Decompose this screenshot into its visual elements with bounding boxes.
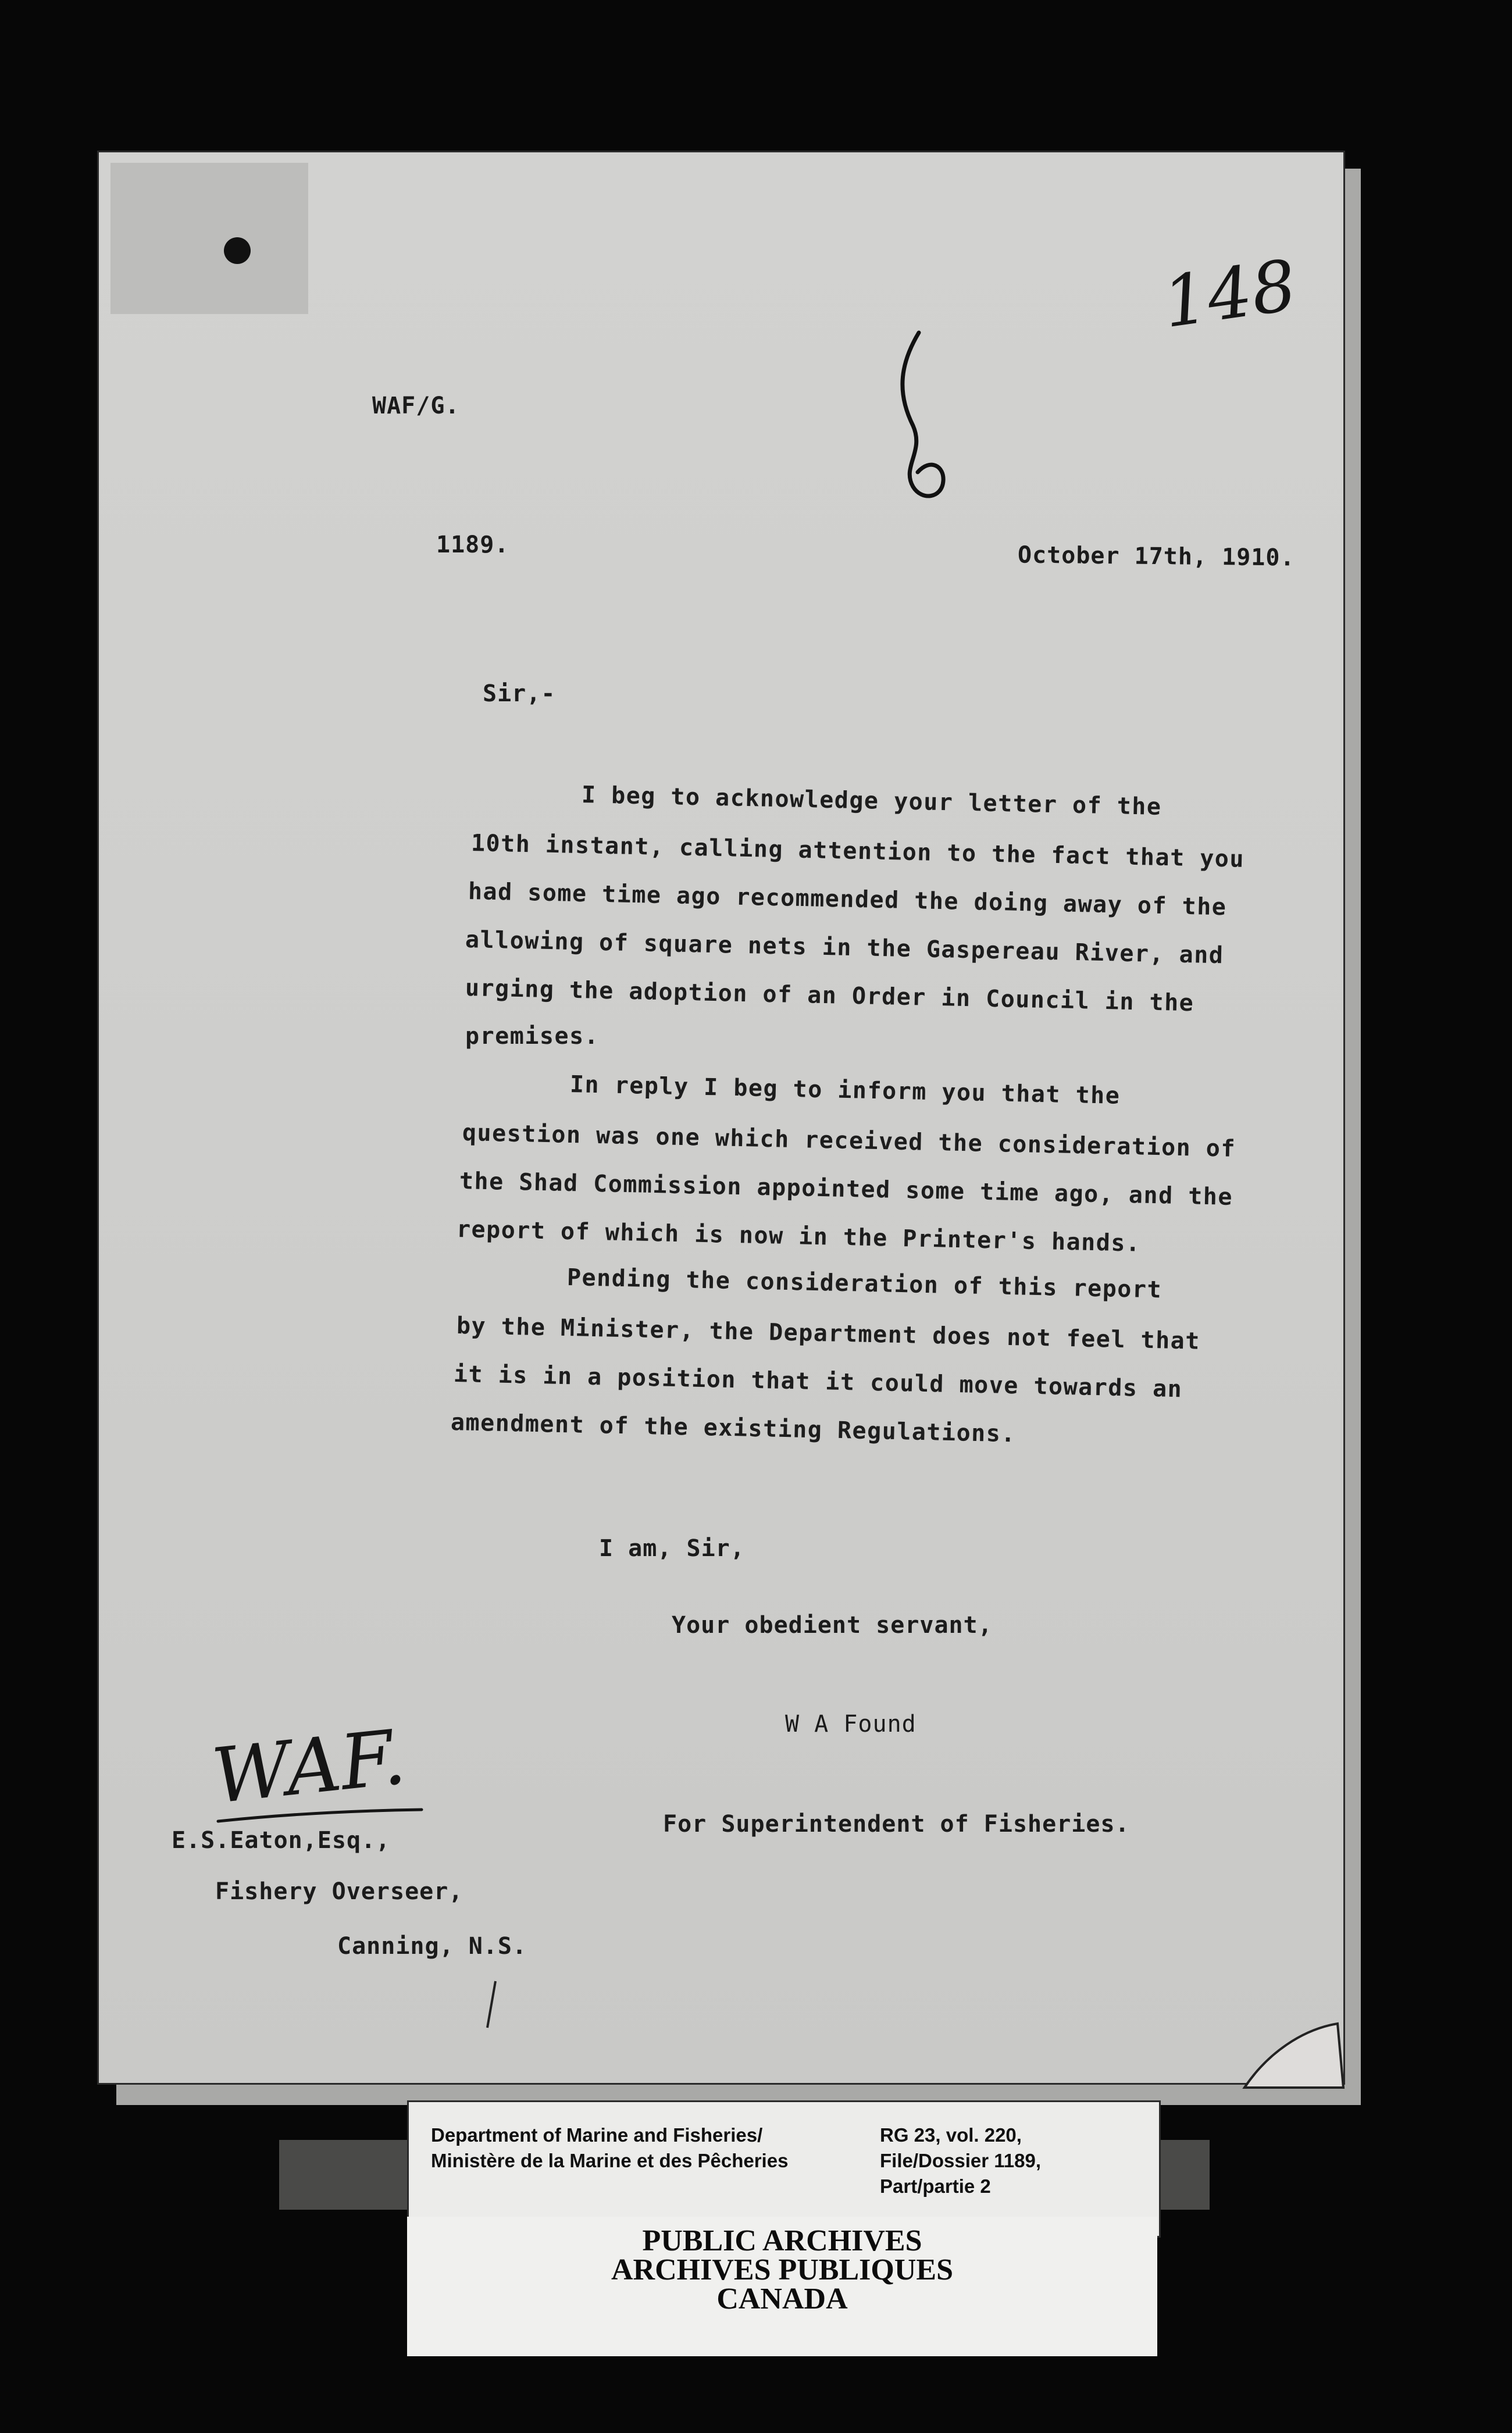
- paragraph-1-line: I beg to acknowledge your letter of the: [581, 782, 1162, 820]
- initials-underline: [215, 1804, 425, 1827]
- paragraph-1-line: allowing of square nets in the Gaspereau River, and: [465, 926, 1224, 969]
- stamp-archives-publiques: ARCHIVES PUBLIQUES: [611, 2253, 954, 2286]
- paragraph-2-line: In reply I beg to inform you that the: [569, 1071, 1121, 1110]
- closing-servant: Your obedient servant,: [672, 1612, 993, 1639]
- salutation: Sir,-: [483, 680, 556, 707]
- handwritten-initials: WAF.: [208, 1713, 410, 1821]
- punch-hole: [224, 237, 251, 264]
- paragraph-1-line: 10th instant, calling attention to the fact that you: [470, 830, 1245, 873]
- stray-mark: [483, 1978, 500, 2031]
- paragraph-2-line: question was one which received the consideration of: [462, 1119, 1236, 1162]
- record-group-volume: RG 23, vol. 220,: [880, 2124, 1022, 2146]
- recipient-title: Fishery Overseer,: [215, 1878, 463, 1905]
- archive-stamp-label: [407, 2217, 1157, 2356]
- folio-number: 148: [1158, 245, 1301, 344]
- paragraph-3-line: amendment of the existing Regulations.: [450, 1409, 1017, 1448]
- corner-patch: [110, 163, 308, 314]
- paragraph-3-line: by the Minister, the Department does not feel that: [456, 1312, 1201, 1355]
- department-french: Ministère de la Marine et des Pêcheries: [431, 2150, 789, 2171]
- signer-name: W A Found: [785, 1711, 917, 1738]
- paragraph-1-line: had some time ago recommended the doing away of the: [468, 878, 1227, 921]
- recipient-name: E.S.Eaton,Esq.,: [172, 1827, 391, 1854]
- handwritten-mark-six: [890, 327, 960, 507]
- recipient-place: Canning, N.S.: [337, 1933, 527, 1960]
- signer-title: For Superintendent of Fisheries.: [663, 1811, 1130, 1838]
- stamp-canada: CANADA: [716, 2282, 848, 2316]
- paper-curl: [1233, 2018, 1349, 2093]
- paragraph-2-line: report of which is now in the Printer's hands.: [456, 1216, 1142, 1257]
- paragraph-1-line: premises.: [465, 1023, 600, 1050]
- department-english: Department of Marine and Fisheries/: [431, 2124, 763, 2146]
- paragraph-1-line: urging the adoption of an Order in Council in the: [465, 975, 1194, 1017]
- file-number: 1189.: [436, 531, 509, 558]
- letter-sheet: [99, 152, 1343, 2083]
- file-dossier: File/Dossier 1189,: [880, 2150, 1042, 2171]
- closing-line: I am, Sir,: [599, 1535, 745, 1562]
- paragraph-2-line: the Shad Commission appointed some time ago, and the: [459, 1168, 1233, 1211]
- file-reference: WAF/G.: [372, 393, 460, 419]
- stamp-public-archives: PUBLIC ARCHIVES: [642, 2224, 922, 2257]
- paragraph-3-line: Pending the consideration of this report: [566, 1264, 1162, 1304]
- part-partie: Part/partie 2: [880, 2175, 991, 2197]
- paragraph-3-line: it is in a position that it could move towards an: [453, 1361, 1183, 1403]
- letter-date: October 17th, 1910.: [1017, 541, 1295, 572]
